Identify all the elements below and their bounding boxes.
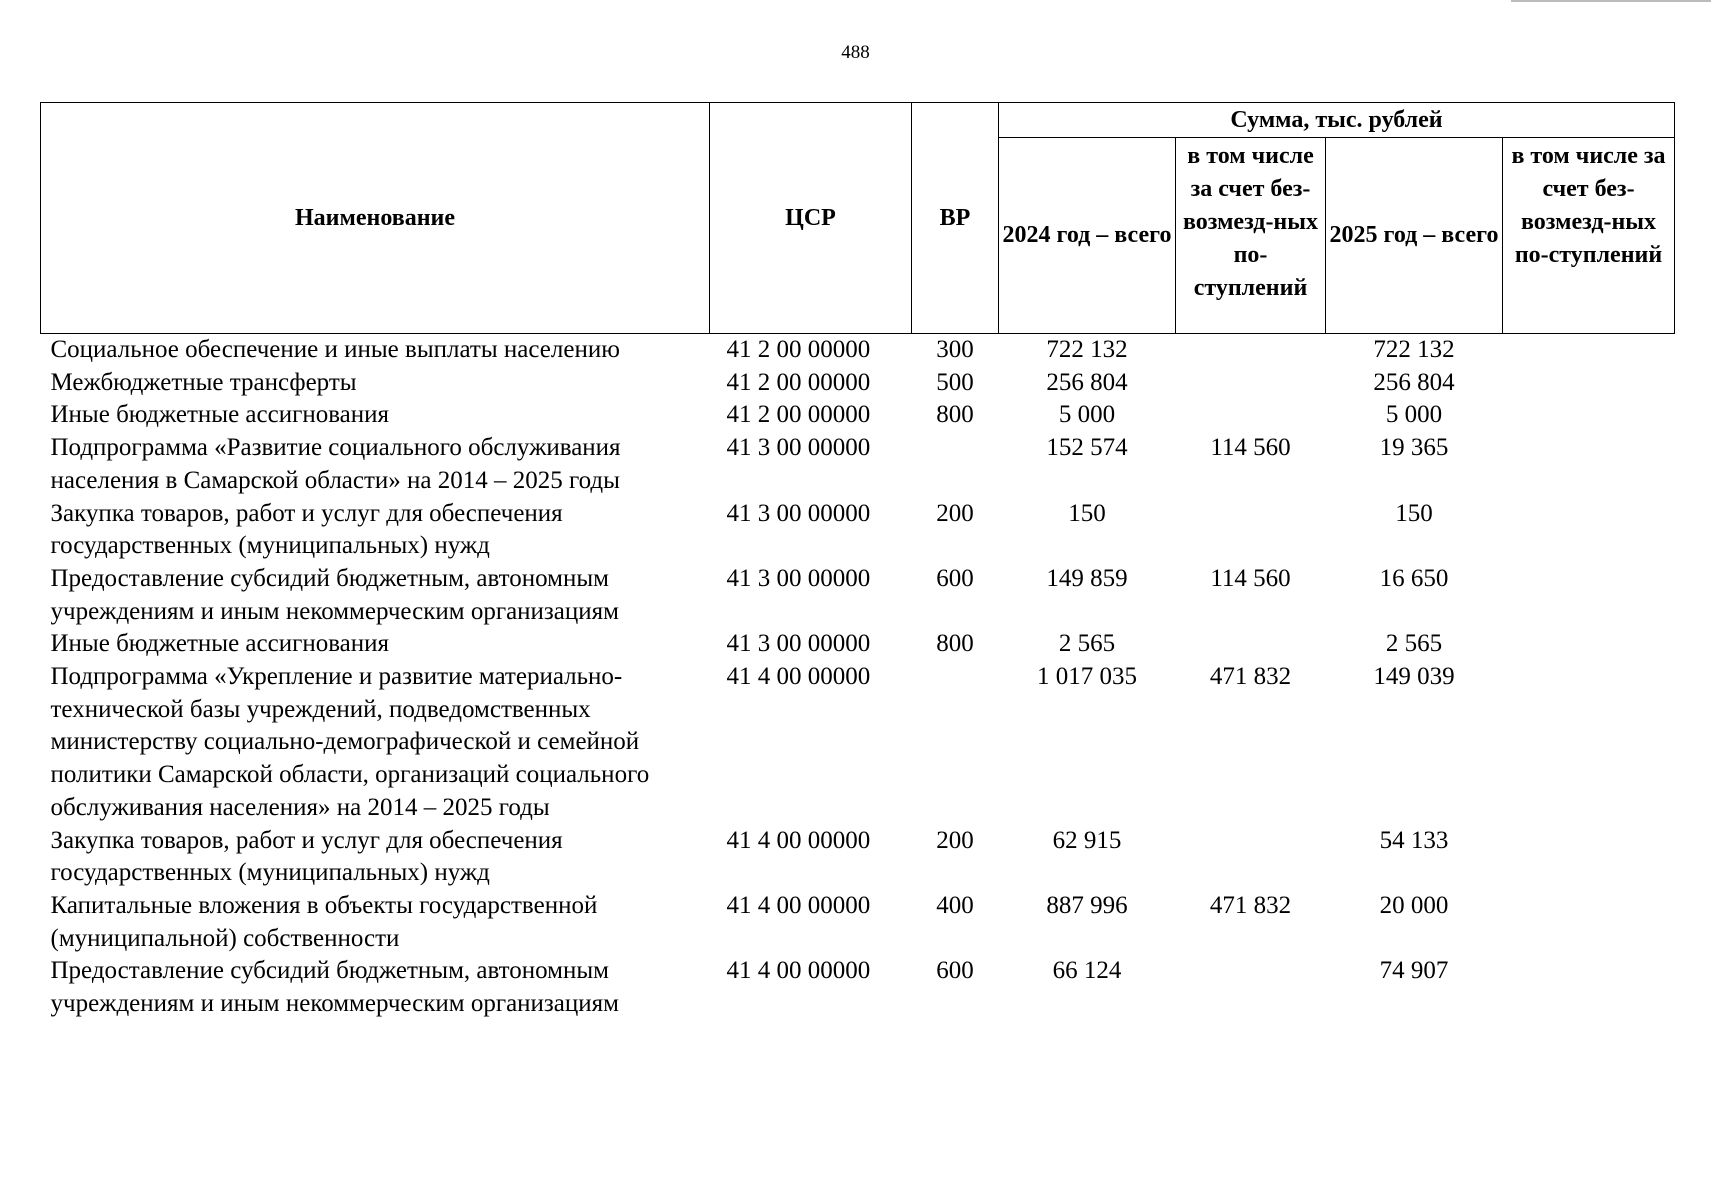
cell-2025-total: 20 000 bbox=[1379, 891, 1449, 919]
table-row bbox=[41, 890, 1675, 955]
cell-2024-total: 2 565 bbox=[1058, 630, 1116, 658]
cell-2025-total: 16 650 bbox=[1379, 564, 1449, 592]
cell-2025-incl bbox=[1503, 661, 1675, 825]
table-row bbox=[41, 334, 1675, 367]
table-row bbox=[41, 955, 1675, 1020]
cell-vr: 200 bbox=[936, 826, 974, 854]
header-name: Наименование bbox=[41, 103, 710, 334]
cell-name: Социальное обеспечение и иные выплаты населению bbox=[50, 336, 620, 363]
cell-csr: 41 3 00 00000 bbox=[726, 499, 871, 527]
header-2024-incl: в том числе за счет без-возмезд-ных по-ступлений bbox=[1176, 138, 1326, 334]
cell-2025-total: 19 365 bbox=[1379, 434, 1449, 462]
cell-2024-incl: 471 832 bbox=[1209, 891, 1292, 919]
cell-2024-incl bbox=[1176, 334, 1326, 367]
cell-csr: 41 2 00 00000 bbox=[726, 401, 871, 429]
table-header bbox=[41, 103, 1675, 334]
cell-name: Предоставление субсидий бюджетным, автономным учреждениям и иным некоммерческим организациям bbox=[50, 564, 619, 625]
cell-2024-total: 887 996 bbox=[1046, 891, 1128, 919]
header-vr: ВР bbox=[912, 103, 999, 334]
header-2025-total: 2025 год – всего bbox=[1326, 138, 1503, 334]
cell-2024-incl bbox=[1176, 399, 1326, 432]
cell-2025-total: 256 804 bbox=[1373, 368, 1455, 396]
cell-csr: 41 3 00 00000 bbox=[726, 564, 871, 592]
cell-csr: 41 4 00 00000 bbox=[726, 826, 871, 854]
cell-name: Подпрограмма «Укрепление и развитие материально-технической базы учреждений, подведомственных министерству социально-демографической и семейной политики Самарской области, организаций социального обслуживания населения» на 2014 – 2025 годы bbox=[50, 663, 650, 821]
cell-2025-total: 5 000 bbox=[1385, 401, 1443, 429]
table-row bbox=[41, 661, 1675, 825]
header-2024-total: 2024 год – всего bbox=[999, 138, 1176, 334]
cell-2025-incl bbox=[1503, 334, 1675, 367]
cell-name: Закупка товаров, работ и услуг для обеспечения государственных (муниципальных) нужд bbox=[50, 826, 563, 887]
cell-2025-total: 54 133 bbox=[1379, 826, 1449, 854]
cell-2024-total: 152 574 bbox=[1046, 434, 1128, 462]
cell-name: Межбюджетные трансферты bbox=[50, 368, 357, 396]
cell-2025-incl bbox=[1503, 825, 1675, 890]
cell-2025-incl bbox=[1503, 432, 1675, 497]
cell-2024-incl bbox=[1176, 498, 1326, 563]
cell-vr: 800 bbox=[936, 401, 974, 429]
cell-name: Предоставление субсидий бюджетным, автономным учреждениям и иным некоммерческим организациям bbox=[50, 957, 619, 1018]
page-number: 488 bbox=[841, 42, 870, 63]
cell-2025-total: 74 907 bbox=[1379, 957, 1449, 985]
cell-2025-incl bbox=[1503, 628, 1675, 661]
cell-2024-total: 62 915 bbox=[1052, 826, 1122, 854]
cell-csr: 41 3 00 00000 bbox=[726, 434, 871, 462]
cell-2025-incl bbox=[1503, 367, 1675, 400]
table-body bbox=[41, 334, 1675, 1021]
cell-2025-incl bbox=[1503, 399, 1675, 432]
cell-vr: 800 bbox=[936, 630, 974, 658]
cell-vr bbox=[912, 432, 999, 497]
table-row bbox=[41, 432, 1675, 497]
cell-2024-incl: 471 832 bbox=[1209, 663, 1292, 691]
header-sum-group: Сумма, тыс. рублей bbox=[999, 103, 1675, 138]
header-csr: ЦСР bbox=[710, 103, 912, 334]
cell-csr: 41 4 00 00000 bbox=[726, 957, 871, 985]
cell-2024-incl bbox=[1176, 955, 1326, 1020]
cell-name: Закупка товаров, работ и услуг для обеспечения государственных (муниципальных) нужд bbox=[50, 499, 563, 560]
header-2025-incl: в том числе за счет без-возмезд-ных по-ступлений bbox=[1503, 138, 1675, 334]
cell-csr: 41 4 00 00000 bbox=[726, 891, 871, 919]
cell-2024-total: 66 124 bbox=[1052, 957, 1122, 985]
cell-vr bbox=[912, 661, 999, 825]
cell-vr: 600 bbox=[936, 564, 974, 592]
cell-name: Иные бюджетные ассигнования bbox=[50, 630, 390, 658]
budget-table bbox=[40, 102, 1675, 1021]
table-row bbox=[41, 498, 1675, 563]
cell-vr: 500 bbox=[936, 368, 974, 396]
cell-name: Подпрограмма «Развитие социального обслуживания населения в Самарской области» на 2014 – 2025 годы bbox=[50, 434, 621, 494]
table-row bbox=[41, 628, 1675, 661]
cell-2024-total: 149 859 bbox=[1046, 564, 1128, 592]
cell-name: Капитальные вложения в объекты государственной (муниципальной) собственности bbox=[50, 891, 598, 952]
cell-2024-total: 150 bbox=[1068, 499, 1106, 527]
table-row bbox=[41, 399, 1675, 432]
table-row bbox=[41, 563, 1675, 628]
cell-2024-incl: 114 560 bbox=[1210, 564, 1291, 592]
cell-2024-total: 1 017 035 bbox=[1037, 663, 1137, 691]
cell-2024-incl bbox=[1176, 628, 1326, 661]
cell-csr: 41 3 00 00000 bbox=[726, 630, 871, 658]
cell-2024-incl bbox=[1176, 367, 1326, 400]
cell-csr: 41 4 00 00000 bbox=[726, 663, 871, 691]
cell-2025-incl bbox=[1503, 563, 1675, 628]
scan-edge-line bbox=[1511, 0, 1711, 2]
cell-2025-total: 722 132 bbox=[1373, 336, 1455, 363]
cell-2025-incl bbox=[1503, 890, 1675, 955]
cell-csr: 41 2 00 00000 bbox=[726, 336, 871, 363]
cell-vr: 400 bbox=[936, 891, 974, 919]
cell-csr: 41 2 00 00000 bbox=[726, 368, 871, 396]
table-row bbox=[41, 825, 1675, 890]
cell-2025-total: 2 565 bbox=[1385, 630, 1443, 658]
cell-2024-incl: 114 560 bbox=[1210, 434, 1291, 462]
cell-name: Иные бюджетные ассигнования bbox=[50, 401, 390, 429]
cell-2025-total: 149 039 bbox=[1373, 663, 1455, 691]
cell-2024-incl bbox=[1176, 825, 1326, 890]
cell-2025-incl bbox=[1503, 955, 1675, 1020]
cell-2024-total: 5 000 bbox=[1058, 401, 1116, 429]
table-row bbox=[41, 367, 1675, 400]
cell-2025-total: 150 bbox=[1395, 499, 1433, 527]
cell-2024-total: 256 804 bbox=[1046, 368, 1128, 396]
cell-vr: 600 bbox=[936, 957, 974, 985]
cell-vr: 200 bbox=[936, 499, 974, 527]
cell-2025-incl bbox=[1503, 498, 1675, 563]
cell-vr: 300 bbox=[936, 336, 974, 363]
cell-2024-total: 722 132 bbox=[1046, 336, 1128, 363]
